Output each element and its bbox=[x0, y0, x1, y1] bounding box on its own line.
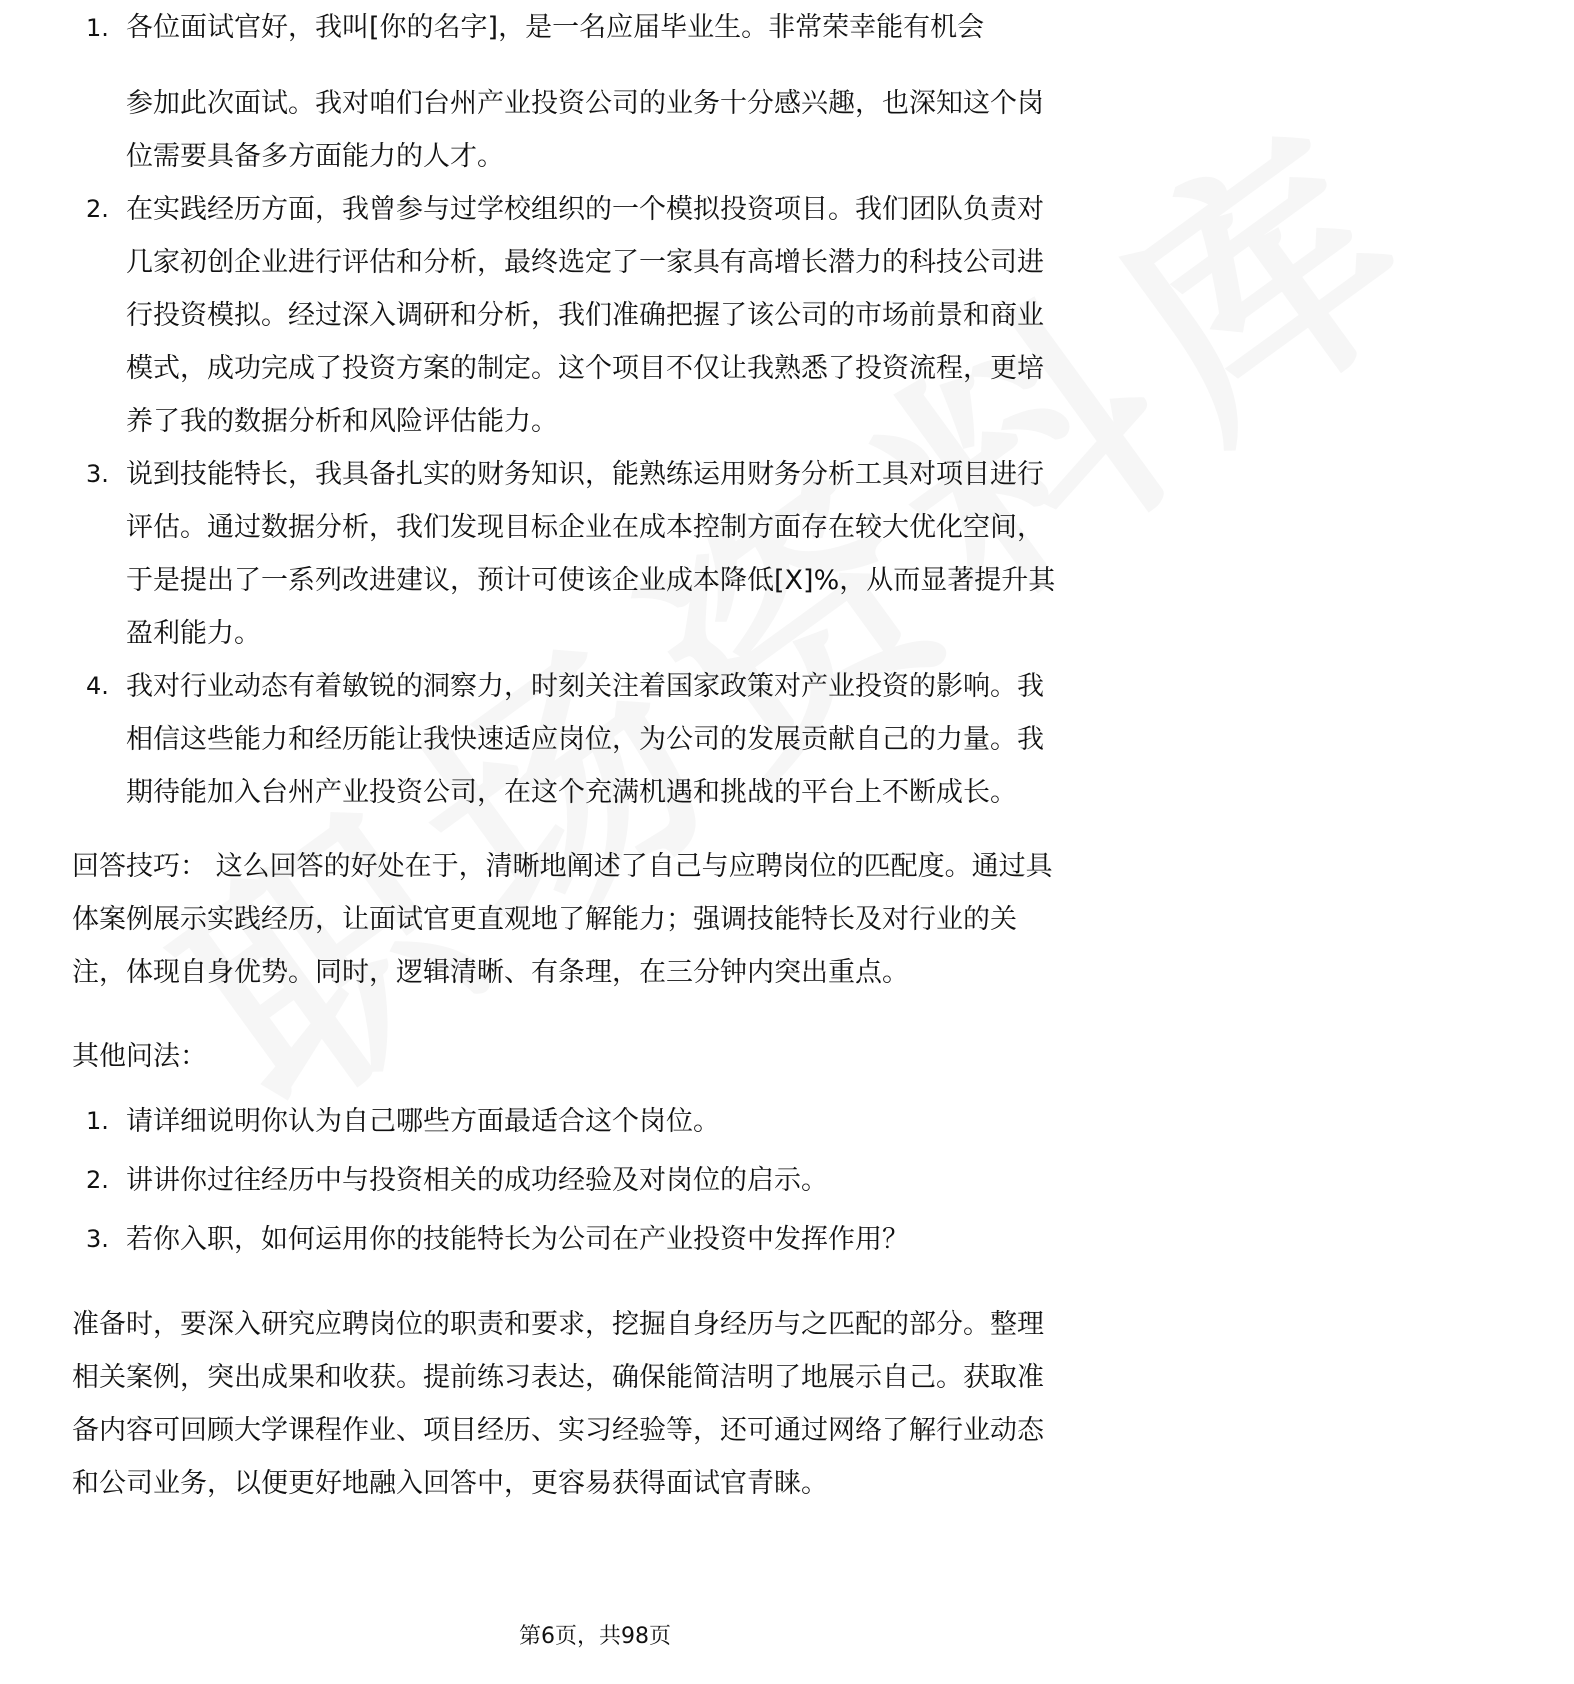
tips-line: 体案例展示实践经历，让面试官更直观地了解能力；强调技能特长及对行业的关 bbox=[72, 904, 1017, 935]
prep-line: 准备时，要深入研究应聘岗位的职责和要求，挖掘自身经历与之匹配的部分。整理 bbox=[72, 1309, 1044, 1340]
list-item-number: 2. bbox=[86, 1166, 109, 1194]
list-item-number: 3. bbox=[86, 460, 109, 488]
list-item-number: 4. bbox=[86, 672, 109, 700]
list-item-line: 于是提出了一系列改进建议，预计可使该企业成本降低[X]%，从而显著提升其 bbox=[126, 565, 1056, 596]
list-item-line-cropped: 各位面试官好，我叫[你的名字]，是一名应届毕业生。非常荣幸能有机会 bbox=[126, 12, 985, 43]
other-question-item: 讲讲你过往经历中与投资相关的成功经验及对岗位的启示。 bbox=[126, 1165, 828, 1196]
list-item-line: 参加此次面试。我对咱们台州产业投资公司的业务十分感兴趣，也深知这个岗 bbox=[126, 88, 1044, 119]
list-item-number: 2. bbox=[86, 195, 109, 223]
prep-line: 相关案例，突出成果和收获。提前练习表达，确保能简洁明了地展示自己。获取准 bbox=[72, 1362, 1044, 1393]
page-number: 第6页，共98页 bbox=[519, 1624, 671, 1649]
list-item-line: 期待能加入台州产业投资公司，在这个充满机遇和挑战的平台上不断成长。 bbox=[126, 777, 1017, 808]
list-item-line: 我对行业动态有着敏锐的洞察力，时刻关注着国家政策对产业投资的影响。我 bbox=[126, 671, 1044, 702]
prep-line: 和公司业务，以便更好地融入回答中，更容易获得面试官青睐。 bbox=[72, 1468, 828, 1499]
tips-line: 注，体现自身优势。同时，逻辑清晰、有条理，在三分钟内突出重点。 bbox=[72, 957, 909, 988]
list-item-line: 几家初创企业进行评估和分析，最终选定了一家具有高增长潜力的科技公司进 bbox=[126, 247, 1044, 278]
list-item-line: 在实践经历方面，我曾参与过学校组织的一个模拟投资项目。我们团队负责对 bbox=[126, 194, 1044, 225]
other-question-item: 请详细说明你认为自己哪些方面最适合这个岗位。 bbox=[126, 1106, 720, 1137]
tips-line: 回答技巧： 这么回答的好处在于，清晰地阐述了自己与应聘岗位的匹配度。通过具 bbox=[72, 851, 1053, 882]
list-item-line: 模式，成功完成了投资方案的制定。这个项目不仅让我熟悉了投资流程，更培 bbox=[126, 353, 1044, 384]
other-question-item: 若你入职，如何运用你的技能特长为公司在产业投资中发挥作用？ bbox=[126, 1224, 909, 1255]
list-item-line: 评估。通过数据分析，我们发现目标企业在成本控制方面存在较大优化空间， bbox=[126, 512, 1044, 543]
prep-line: 备内容可回顾大学课程作业、项目经历、实习经验等，还可通过网络了解行业动态 bbox=[72, 1415, 1044, 1446]
list-item-number: 3. bbox=[86, 1225, 109, 1253]
list-item-number: 1. bbox=[86, 14, 109, 42]
list-item-line: 说到技能特长，我具备扎实的财务知识，能熟练运用财务分析工具对项目进行 bbox=[126, 459, 1044, 490]
list-item-line: 盈利能力。 bbox=[126, 618, 261, 649]
other-questions-heading: 其他问法： bbox=[72, 1041, 207, 1072]
list-item-line: 位需要具备多方面能力的人才。 bbox=[126, 141, 504, 172]
list-item-line: 养了我的数据分析和风险评估能力。 bbox=[126, 406, 558, 437]
list-item-line: 行投资模拟。经过深入调研和分析，我们准确把握了该公司的市场前景和商业 bbox=[126, 300, 1044, 331]
list-item-line: 相信这些能力和经历能让我快速适应岗位，为公司的发展贡献自己的力量。我 bbox=[126, 724, 1044, 755]
list-item-number: 1. bbox=[86, 1107, 109, 1135]
